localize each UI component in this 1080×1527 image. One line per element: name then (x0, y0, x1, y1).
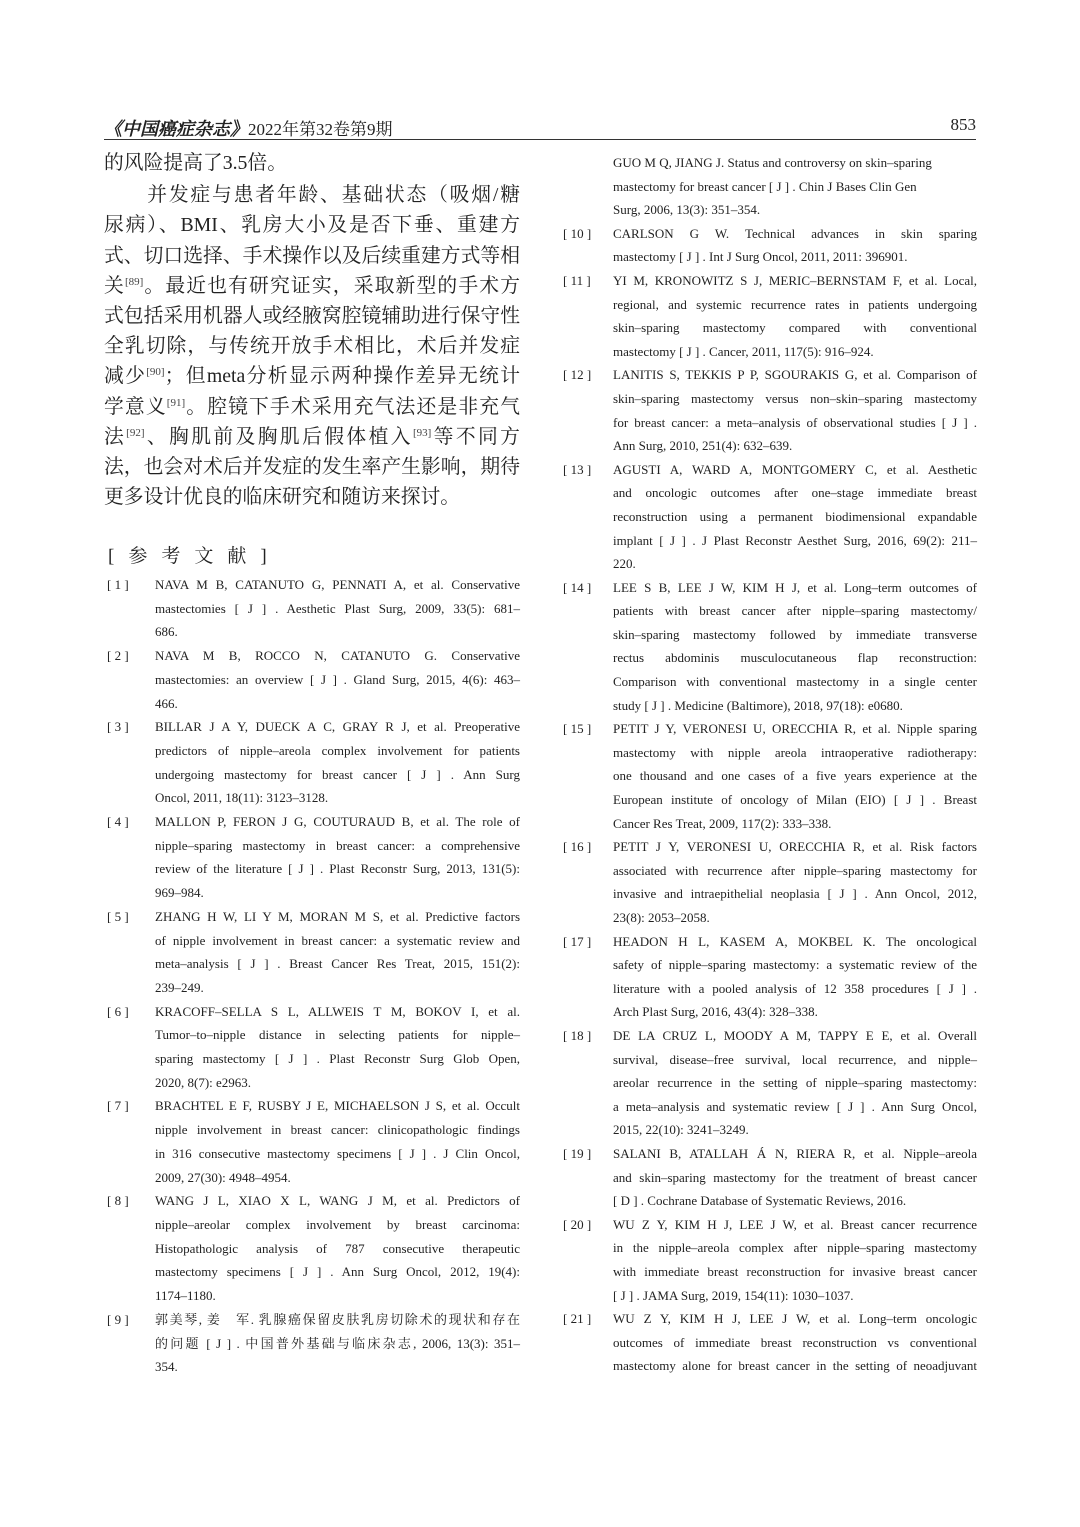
journal-title (104, 115, 393, 141)
running-header (104, 115, 976, 140)
reference-line: Ann Surg, 2010, 251(4): 632–639. (613, 438, 793, 454)
reference-line: Cancer Res Treat, 2009, 117(2): 333–338. (613, 815, 832, 831)
reference-number: [ 14 ] (563, 579, 592, 595)
reference-text (613, 930, 977, 1024)
reference-item (563, 1142, 977, 1213)
reference-line: nipple–areolar complex involvement by breast carcinoma: (155, 1216, 520, 1232)
text-line: 并发症与患者年龄、基础状态（吸烟/糖 (104, 184, 520, 207)
reference-number: [ 2 ] (107, 648, 129, 664)
reference-text (155, 715, 520, 810)
reference-item (104, 715, 520, 810)
reference-line: safety of nipple–sparing mastectomy: a systematic review of the (613, 957, 977, 973)
reference-text (613, 835, 977, 929)
text-line: 减少[90]；但meta分析显示两种操作差异无统计 (104, 365, 520, 388)
reference-text (155, 1308, 520, 1379)
reference-line: mastectomy [ J ] . Int J Surg Oncol, 2011, 2011: 396901. (613, 249, 908, 265)
reference-text (613, 1307, 977, 1378)
reference-line: nipple involvement in breast cancer: clinicopathologic findings (155, 1122, 520, 1138)
reference-item (104, 905, 520, 1000)
reference-number: [ 5 ] (107, 908, 129, 924)
reference-line: a meta–analysis and systematic review [ J ] . Ann Surg Oncol, (613, 1098, 977, 1114)
reference-number: [ 17 ] (563, 933, 592, 949)
reference-text (155, 810, 520, 905)
reference-line: WU Z Y, KIM H J, LEE J W, et al. Long–term oncologic (613, 1311, 977, 1327)
reference-item (104, 1094, 520, 1189)
reference-line: reconstruction using a permanent biodimensional expandable (613, 508, 977, 524)
reference-number: [ 3 ] (107, 719, 129, 735)
reference-line: Comparison with conventional mastectomy in a single center (613, 674, 977, 690)
reference-number: [ 16 ] (563, 839, 592, 855)
reference-number: [ 9 ] (107, 1311, 129, 1327)
reference-line: CARLSON G W. Technical advances in skin sparing (613, 225, 977, 241)
reference-line: DE LA CRUZ L, MOODY A M, TAPPY E E, et al. Overall (613, 1027, 977, 1043)
reference-number: [ 18 ] (563, 1027, 592, 1043)
reference-line: with immediate breast reconstruction for invasive breast cancer (613, 1263, 977, 1279)
reference-line: sparing mastectomy [ J ] . Plast Reconstr Surg Glob Open, (155, 1051, 520, 1067)
reference-line: Arch Plast Surg, 2016, 43(4): 328–338. (613, 1004, 818, 1020)
reference-item (563, 717, 977, 835)
reference-text (155, 1000, 520, 1095)
citation-marker: [90] (146, 366, 165, 379)
reference-item (104, 573, 520, 644)
reference-line: rectus abdominis musculocutaneous flap reconstruction: (613, 650, 977, 666)
reference-line: in the nipple–areola complex after nipple–sparing mastectomy (613, 1240, 977, 1256)
reference-item (104, 810, 520, 905)
reference-line: 220. (613, 556, 636, 572)
reference-number: [ 12 ] (563, 367, 592, 383)
reference-line: mastectomy specimens [ J ] . Ann Surg Oncol, 2012, 19(4): (155, 1264, 520, 1280)
reference-line: meta–analysis [ J ] . Breast Cancer Res Treat, 2015, 151(2): (155, 956, 520, 972)
reference-line: study [ J ] . Medicine (Baltimore), 2018, 97(18): e0680. (613, 697, 903, 713)
reference-item (563, 458, 977, 576)
reference-line: ZHANG H W, LI Y M, MORAN M S, et al. Predictive factors (155, 908, 520, 924)
reference-line: mastectomy alone for breast cancer in the setting of neoadjuvant (613, 1358, 977, 1374)
reference-line: 354. (155, 1359, 178, 1375)
reference-line: outcomes of immediate breast reconstruction vs conventional (613, 1334, 977, 1350)
text-line: 的风险提高了3.5倍。 (104, 152, 287, 174)
citation-marker: [89] (124, 275, 144, 288)
reference-line: PETIT J Y, VERONESI U, ORECCHIA R, et al. Nipple sparing (613, 721, 977, 737)
reference-list-right (563, 151, 977, 1378)
paragraph (104, 148, 520, 178)
reference-line: one thousand and one cases of a five years experience at the (613, 768, 977, 784)
reference-line: 2020, 8(7): e2963. (155, 1074, 252, 1090)
text-line: 全乳切除，与传统开放手术相比，术后并发症 (104, 335, 520, 358)
reference-line: Oncol, 2011, 18(11): 3123–3128. (155, 790, 329, 806)
reference-line: areolar recurrence in the setting of nipple–sparing mastectomy: (613, 1075, 977, 1091)
reference-text (613, 269, 977, 363)
issue-info: 2022年第32卷第9期 (248, 120, 393, 139)
reference-line: mastectomy for breast cancer [ J ] . Chin J Bases Clin Gen (613, 178, 917, 194)
reference-text (613, 1024, 977, 1142)
reference-text (613, 363, 977, 457)
reference-line: implant [ J ] . J Plast Reconstr Aesthet Surg, 2016, 69(2): 211– (613, 532, 977, 548)
reference-line: invasive and intraepithelial neoplasia [ J ] . Ann Oncol, 2012, (613, 886, 977, 902)
reference-line: HEADON H L, KASEM A, MOKBEL K. The oncological (613, 933, 977, 949)
reference-line: LEE S B, LEE J W, KIM H J, et al. Long–term outcomes of (613, 579, 977, 595)
reference-number: [ 15 ] (563, 721, 592, 737)
reference-line: 23(8): 2053–2058. (613, 910, 710, 925)
reference-text (155, 644, 520, 715)
reference-line: YI M, KRONOWITZ S J, MERIC–BERNSTAM F, et al. Local, (613, 272, 977, 288)
reference-line: LANITIS S, TEKKIS P P, SGOURAKIS G, et al. Comparison of (613, 367, 977, 383)
reference-continuation (613, 151, 977, 222)
reference-text (155, 905, 520, 1000)
reference-line: 466. (155, 695, 178, 711)
reference-line: [ D ] . Cochrane Database of Systematic Reviews, 2016. (613, 1193, 907, 1209)
reference-line: [ J ] . JAMA Surg, 2019, 154(11): 1030–1037. (613, 1287, 854, 1303)
text-line: 尿病）、BMI、乳房大小及是否下垂、重建方 (104, 214, 520, 237)
reference-line: regional, and systemic recurrence rates in patients undergoing (613, 296, 977, 312)
reference-line: skin–sparing mastectomy versus non–skin–sparing mastectomy (613, 390, 977, 406)
references-heading: [参考文献] (108, 546, 281, 567)
reference-number: [ 10 ] (563, 225, 592, 241)
reference-text (155, 1189, 520, 1308)
reference-line: AGUSTI A, WARD A, MONTGOMERY C, et al. Aesthetic (613, 461, 977, 477)
reference-number: [ 19 ] (563, 1145, 592, 1161)
reference-line: BILLAR J A Y, DUECK A C, GRAY R J, et al. Preoperative (155, 719, 520, 735)
reference-line: review of the literature [ J ] . Plast Reconstr Surg, 2013, 131(5): (155, 861, 520, 877)
reference-line: undergoing mastectomy for breast cancer [ J ] . Ann Surg (155, 766, 520, 782)
reference-text (613, 222, 977, 269)
reference-item (563, 930, 977, 1024)
reference-text (613, 1142, 977, 1213)
reference-text (613, 576, 977, 718)
reference-number: [ 1 ] (107, 577, 129, 592)
reference-line: literature with a pooled analysis of 12 358 procedures [ J ] . (613, 980, 977, 996)
reference-line: Histopathologic analysis of 787 consecutive therapeutic (155, 1240, 520, 1256)
reference-item (104, 1308, 520, 1379)
reference-item (563, 1024, 977, 1142)
reference-line: Tumor–to–nipple distance in selecting patients for nipple– (155, 1027, 520, 1043)
text-line: 关[89]。最近也有研究证实，采取新型的手术方 (104, 274, 520, 297)
reference-line: mastectomies [ J ] . Aesthetic Plast Surg, 2009, 33(5): 681– (155, 600, 520, 616)
reference-line: 686. (155, 624, 178, 640)
reference-line: BRACHTEL E F, RUSBY J E, MICHAELSON J S, et al. Occult (155, 1098, 520, 1114)
reference-number: [ 13 ] (563, 461, 592, 477)
reference-line: PETIT J Y, VERONESI U, ORECCHIA R, et al. Risk factors (613, 839, 977, 855)
reference-number: [ 6 ] (107, 1003, 129, 1019)
reference-text (613, 458, 977, 576)
reference-line: 的问题 [ J ] . 中国普外基础与临床杂志, 2006, 13(3): 351– (155, 1335, 520, 1351)
reference-list-left (104, 573, 520, 1379)
reference-line: 1174–1180. (155, 1288, 216, 1304)
reference-line: NAVA M B, CATANUTO G, PENNATI A, et al. Conservative (155, 577, 520, 592)
reference-line: Surg, 2006, 13(3): 351–354. (613, 202, 761, 218)
reference-line: skin–sparing mastectomy followed by immediate transverse (613, 626, 977, 642)
reference-line: European institute of oncology of Milan (EIO) [ J ] . Breast (613, 792, 977, 808)
reference-number: [ 4 ] (107, 814, 129, 830)
reference-text (155, 573, 520, 644)
reference-item (563, 576, 977, 718)
text-line: 学意义[91]。腔镜下手术采用充气法还是非充气 (104, 395, 520, 418)
text-line: 法，也会对术后并发症的发生率产生影响，期待 (104, 456, 520, 479)
reference-line: and oncologic outcomes after one–stage immediate breast (613, 485, 977, 501)
reference-item (563, 835, 977, 929)
reference-text (613, 1213, 977, 1307)
reference-line: 2009, 27(30): 4948–4954. (155, 1169, 291, 1185)
reference-line: KRACOFF–SELLA S L, ALLWEIS T M, BOKOV I, et al. (155, 1003, 520, 1019)
reference-number: [ 21 ] (563, 1311, 592, 1327)
citation-marker: [92] (126, 426, 145, 439)
reference-item (563, 1213, 977, 1307)
reference-number: [ 7 ] (107, 1098, 129, 1114)
reference-text (613, 717, 977, 835)
reference-line: 239–249. (155, 979, 204, 995)
reference-item (104, 1189, 520, 1308)
reference-line: mastectomy with nipple areola intraoperative radiotherapy: (613, 744, 977, 760)
reference-line: GUO M Q, JIANG J. Status and controversy on skin–sparing (613, 155, 932, 170)
reference-line: mastectomies: an overview [ J ] . Gland Surg, 2015, 4(6): 463– (155, 671, 520, 687)
reference-line: associated with recurrence after nipple–sparing mastectomy for (613, 862, 977, 878)
reference-text (155, 1094, 520, 1189)
reference-line: and skin–sparing mastectomy for the treatment of breast cancer (613, 1169, 977, 1185)
reference-item (104, 1000, 520, 1095)
reference-item (104, 644, 520, 715)
paragraph (104, 180, 520, 512)
text-line: 更多设计优良的临床研究和随访来探讨。 (104, 486, 461, 509)
reference-number: [ 8 ] (107, 1193, 129, 1209)
reference-item (563, 1307, 977, 1378)
reference-line: 969–984. (155, 885, 204, 901)
reference-item (563, 222, 977, 269)
reference-item (563, 269, 977, 363)
text-line: 法[92]、胸肌前及胸肌后假体植入[93]等不同方 (104, 425, 520, 448)
reference-number: [ 11 ] (563, 272, 591, 288)
page-number: 853 (950, 115, 976, 134)
reference-line: survival, disease–free survival, local recurrence, and nipple– (613, 1051, 977, 1067)
reference-line: SALANI B, ATALLAH Á N, RIERA R, et al. Nipple–areola (613, 1145, 977, 1161)
reference-line: patients with breast cancer after nipple–sparing mastectomy/ (613, 603, 977, 619)
reference-line: for breast cancer: a meta–analysis of observational studies [ J ] . (613, 414, 977, 430)
citation-marker: [93] (412, 426, 432, 439)
reference-line: mastectomy [ J ] . Cancer, 2011, 117(5): 916–924. (613, 343, 874, 359)
reference-line: MALLON P, FERON J G, COUTURAUD B, et al. The role of (155, 814, 520, 830)
reference-line: WANG J L, XIAO X L, WANG J M, et al. Predictors of (155, 1193, 520, 1209)
reference-line: predictors of nipple–areola complex involvement for patients (155, 742, 520, 758)
reference-line: 2015, 22(10): 3241–3249. (613, 1122, 749, 1138)
journal-name: 《中国癌症杂志》 (104, 119, 248, 139)
reference-line: in 316 consecutive mastectomy specimens [ J ] . J Clin Oncol, (155, 1145, 520, 1161)
reference-number: [ 20 ] (563, 1216, 592, 1232)
reference-item (563, 363, 977, 457)
reference-line: of nipple involvement in breast cancer: a systematic review and (155, 932, 520, 948)
text-line: 式、切口选择、手术操作以及后续重建方式等相 (104, 244, 520, 267)
reference-line: NAVA M B, ROCCO N, CATANUTO G. Conservative (155, 648, 520, 664)
citation-marker: [91] (166, 396, 186, 409)
text-line: 式包括采用机器人或经腋窝腔镜辅助进行保守性 (104, 305, 520, 328)
reference-line: WU Z Y, KIM H J, LEE J W, et al. Breast cancer recurrence (613, 1216, 977, 1232)
body-text (104, 148, 520, 512)
reference-line: nipple–sparing mastectomy in breast cancer: a comprehensive (155, 837, 520, 853)
reference-line: 郭美琴, 姜 军. 乳腺癌保留皮肤乳房切除术的现状和存在 (155, 1311, 520, 1327)
reference-line: skin–sparing mastectomy compared with conventional (613, 320, 977, 336)
